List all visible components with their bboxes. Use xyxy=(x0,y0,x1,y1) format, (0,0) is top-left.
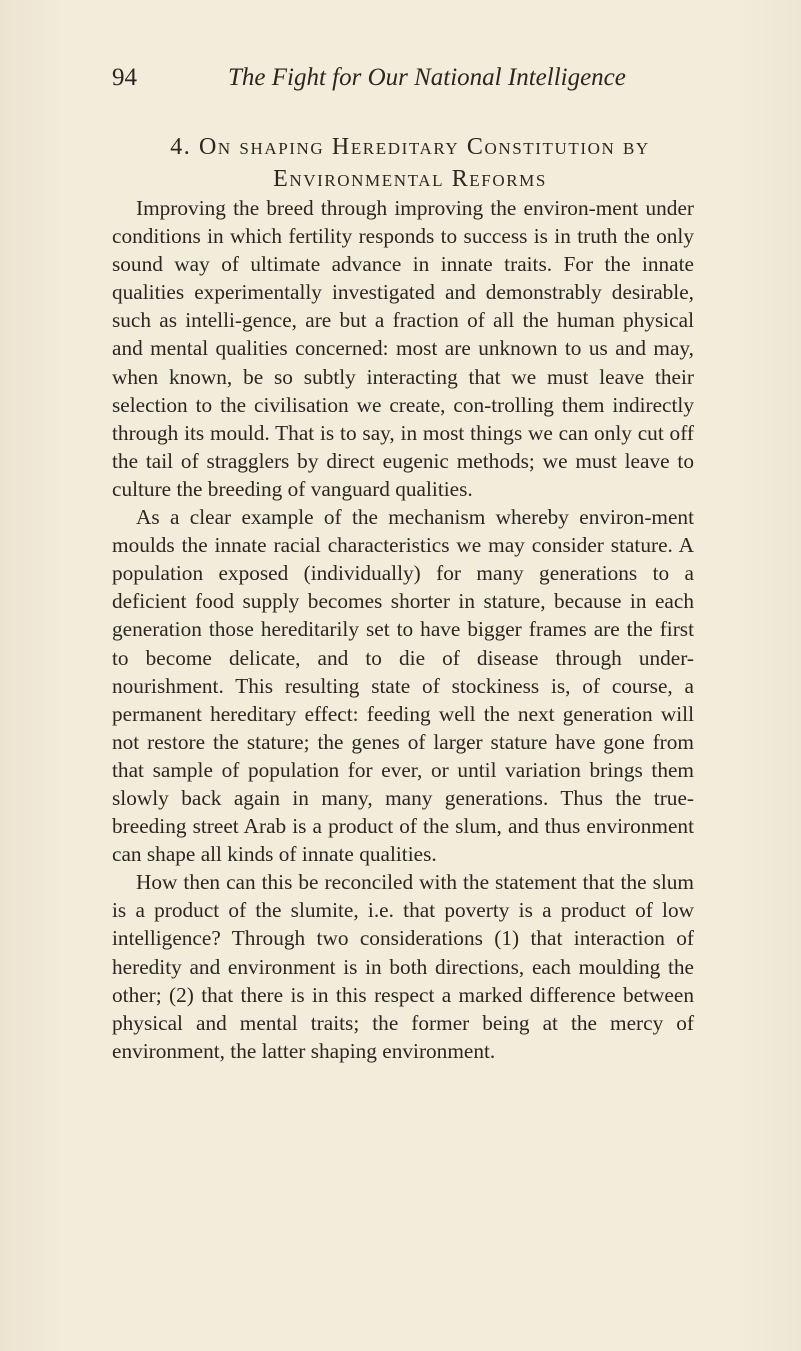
running-title: The Fight for Our National Intelligence xyxy=(228,64,626,91)
paragraph-3: How then can this be reconciled with the statement that the slum is a product of the slumite, i.e. that poverty is a product of low intelligence? Through two considerations (1) that interaction of heredity and environment is in both directions, each moulding the other; (2) that there is in this respect a marked difference between physical and mental traits; the former being at the mercy of environment, the latter shaping environment. xyxy=(112,870,694,1063)
section-heading-line-2: Environmental Reforms xyxy=(273,166,547,192)
page-header xyxy=(112,64,672,98)
section-heading-line-1: 4. On shaping Hereditary Constitution by xyxy=(170,134,650,160)
page-number: 94 xyxy=(112,64,137,91)
body-text xyxy=(112,194,694,1065)
paragraph-1: Improving the breed through improving the environ-ment under conditions in which fertility responds to success is in truth the only sound way of ultimate advance in innate traits. For the innate qualities experimentally investigated and demonstrably desirable, such as intelli-gence, are but a fraction of all the human physical and mental qualities concerned: most are unknown to us and may, when known, be so subtly interacting that we must leave their selection to the civilisation we create, con-trolling them indirectly through its mould. That is to say, in most things we can only cut off the tail of stragglers by direct eugenic methods; we must leave to culture the breeding of vanguard qualities. xyxy=(112,196,694,501)
section-heading xyxy=(60,131,760,195)
paragraph-2: As a clear example of the mechanism whereby environ-ment moulds the innate racial characteristics we may consider stature. A population exposed (individually) for many generations to a deficient food supply becomes shorter in stature, because in each generation those hereditarily set to have bigger frames are the first to become delicate, and to die of disease through under-nourishment. This resulting state of stockiness is, of course, a permanent hereditary effect: feeding well the next generation will not restore the stature; the genes of larger stature have gone from that sample of population for ever, or until variation brings them slowly back again in many, many generations. Thus the true-breeding street Arab is a product of the slum, and thus environment can shape all kinds of innate qualities. xyxy=(112,505,694,867)
